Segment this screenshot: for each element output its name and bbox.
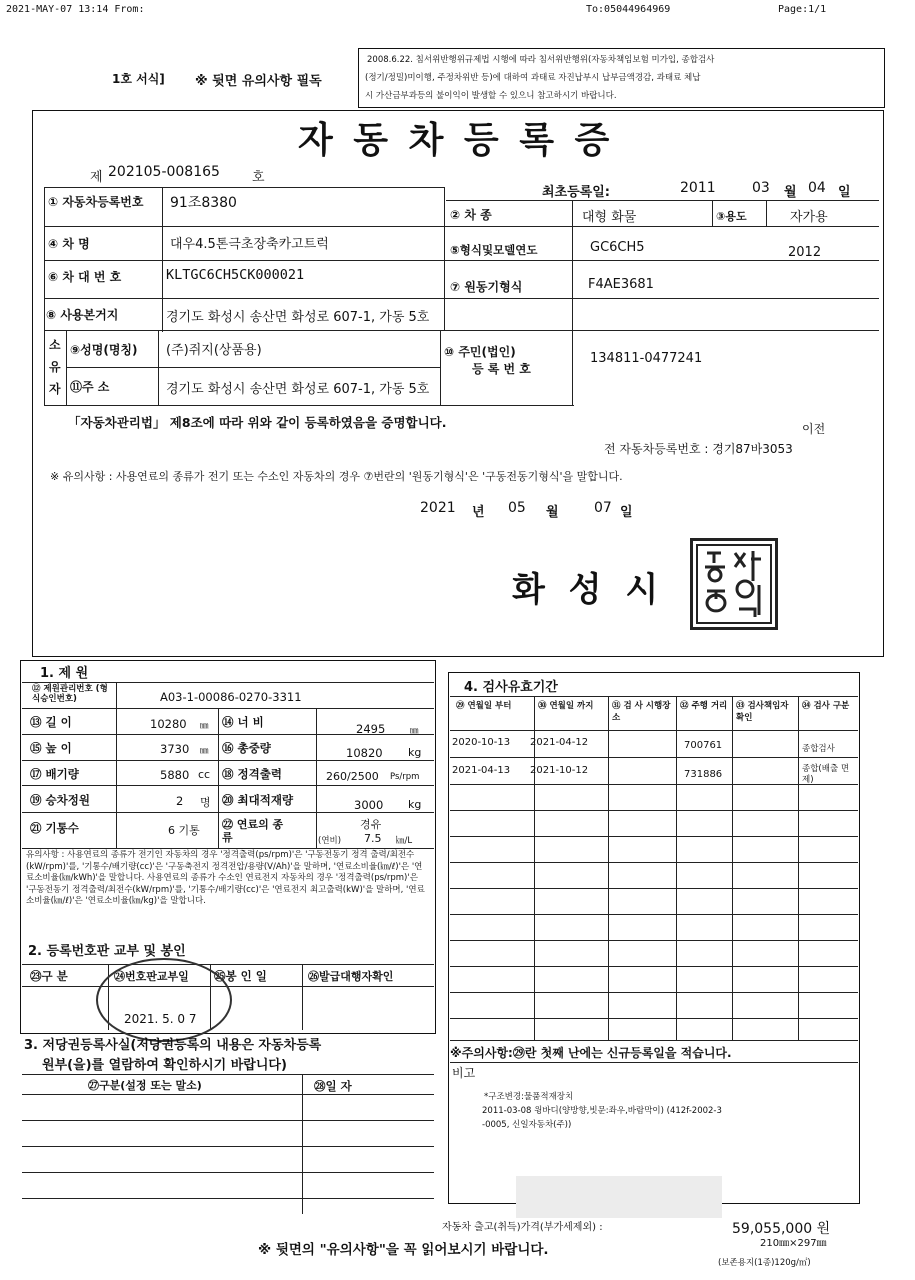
mortgage-title-2: 원부(을)를 열람하여 확인하시기 바랍니다) [42, 1058, 287, 1073]
warning-line-1: 2008.6.22. 침서위반행위규제법 시행에 따라 침서위반행위(자동차책임보험 미가입, 종합검사 [367, 55, 715, 65]
inspection-note: ※주의사항:㉙란 첫째 난에는 신규등록일을 적습니다. [450, 1046, 732, 1060]
inspect-row-1-from: 2020-10-13 [452, 737, 511, 748]
displacement-value: 5880 [160, 768, 190, 782]
inspect-row-2-to: 2021-10-12 [530, 765, 589, 776]
plate-section-title: 2. 등록번호판 교부 및 봉인 [28, 944, 186, 959]
inspect-row-1-distance: 700761 [684, 740, 723, 751]
power-label: ⑱ 정격출력 [222, 767, 282, 781]
vehicle-type-label: ② 차 종 [450, 208, 492, 222]
vehicle-name-label: ④ 차 명 [48, 237, 90, 251]
previous-reg-number: 전 자동차등록번호 : 경기87바3053 [604, 442, 793, 456]
fax-header-to: To:05044964969 [586, 4, 671, 15]
owner-name-value: (주)쥐지(상품용) [166, 343, 262, 358]
issue-year: 2021 [420, 500, 456, 516]
owner-name-label: ⑨성명(명칭) [70, 343, 138, 357]
seats-value: 2 [176, 794, 184, 808]
first-reg-label: 최초등록일: [542, 185, 610, 200]
issuer-name: 화 성 시 [512, 570, 665, 610]
issue-year-unit: 년 [472, 505, 485, 520]
inspect-col-inspector: ㉝ 검사책임자 확인 [736, 701, 789, 723]
first-reg-year: 2011 [680, 180, 716, 196]
plate-issue-date-stamp: 2021. 5. 0 7 [124, 1012, 197, 1026]
first-reg-day-unit: 일 [838, 185, 851, 200]
height-label: ⑮ 높 이 [30, 741, 72, 755]
certification-statement: 「자동차관리법」 제8조에 따라 위와 같이 등록하였음을 증명합니다. [68, 415, 447, 430]
fuel-efficiency-label: (연비) [318, 836, 342, 846]
vehicle-type-value: 대형 화물 [582, 210, 637, 225]
bottom-caution: ※ 뒷면의 "유의사항"을 꼭 읽어보시기 바랍니다. [258, 1242, 549, 1258]
inspect-row-1-kind: 종합검사 [802, 744, 835, 754]
owner-id-value: 134811-0477241 [590, 351, 703, 366]
price-label: 자동차 출고(취득)가격(부가세제외) : [442, 1222, 603, 1233]
plate-col-agent: ㉖발급대행자확인 [308, 970, 394, 983]
cert-number: 202105-008165 [108, 164, 220, 180]
mortgage-col-date: ㉘일 자 [314, 1079, 352, 1093]
warning-line-2: (정기/정밀)미이행, 주정차위반 등)에 대하여 과태료 자진납부시 납부금액경감, 과태료 체납 [365, 73, 701, 83]
cylinders-value: 6 기통 [168, 824, 200, 837]
warning-line-3: 시 가산금부과등의 불이익이 발생할 수 있으니 참고하시기 바랍니다. [365, 91, 617, 101]
owner-addr-value: 경기도 화성시 송산면 화성로 607-1, 가동 5호 [166, 382, 430, 397]
engine-label: ⑦ 원동기형식 [450, 280, 523, 294]
remark-line-3: -0005, 신일자동차(주)) [482, 1120, 572, 1130]
warning-box [358, 48, 885, 108]
official-seal-image [690, 538, 778, 630]
vin-value: KLTGC6CH5CK000021 [166, 267, 305, 283]
model-year-value: 2012 [788, 245, 822, 260]
gross-weight-value: 10820 [346, 746, 383, 760]
fuel-efficiency-unit: ㎞/L [396, 836, 413, 846]
fuel-label: ㉒ 연료의 종류 [222, 818, 284, 844]
inspect-row-1-to: 2021-04-12 [530, 737, 589, 748]
redacted-area [516, 1176, 722, 1218]
mortgage-col-type: ㉗구분(설정 또는 말소) [88, 1079, 202, 1092]
vin-label: ⑥ 차 대 번 호 [48, 270, 122, 284]
use-label: ③용도 [716, 210, 747, 223]
gross-weight-label: ⑯ 총중량 [222, 741, 271, 755]
form-note-label: ※ 뒷면 유의사항 필독 [195, 74, 322, 89]
inspect-row-2-from: 2021-04-13 [452, 765, 511, 776]
issue-day-unit: 일 [620, 505, 633, 520]
fuel-value: 경유 [360, 818, 382, 831]
model-label: ⑤형식및모델연도 [450, 243, 538, 257]
cert-number-suffix: 호 [252, 170, 265, 185]
seats-label: ⑲ 승차정원 [30, 793, 90, 807]
length-unit: ㎜ [200, 721, 209, 731]
fuel-efficiency-value: 7.5 [364, 832, 382, 845]
paper-size: 210㎜×297㎜ [760, 1238, 827, 1249]
height-value: 3730 [160, 742, 190, 756]
power-unit: Ps/rpm [390, 772, 420, 782]
displacement-unit: cc [198, 768, 211, 781]
width-unit: ㎜ [410, 726, 419, 736]
owner-id-label-1: ⑩ 주민(법인) [444, 345, 516, 359]
inspect-row-2-kind: 종합(배출 면제) [802, 764, 850, 785]
length-value: 10280 [150, 717, 187, 731]
plate-col-type: ㉓구 분 [30, 969, 68, 983]
inspect-col-place: ㉛ 검 사 시행장소 [612, 701, 671, 723]
cert-number-prefix: 제 [90, 170, 103, 185]
seats-unit: 명 [200, 796, 211, 809]
issue-day: 07 [594, 500, 612, 516]
price-value: 59,055,000 원 [732, 1221, 831, 1237]
caution-note: ※ 유의사항 : 사용연료의 종류가 전기 또는 수소인 자동차의 경우 ⑦번란의 '원동기형식'은 '구동전동기형식'을 말합니다. [50, 470, 623, 483]
use-value: 자가용 [790, 210, 828, 225]
inspect-col-distance: ㉜ 주행 거리 [680, 701, 728, 711]
mortgage-title: 3. 저당권등록사실(저당권등록의 내용은 자동차등록 [24, 1038, 322, 1053]
seal-icon [693, 541, 775, 627]
width-value: 2495 [356, 722, 386, 736]
engine-value: F4AE3681 [588, 277, 654, 292]
remark-line-2: 2011-03-08 윙바디(양방향,빗문:좌우,바람막이) (412f-2002-3 [482, 1106, 722, 1116]
inspect-col-to: ㉚ 연월일 까지 [538, 701, 594, 711]
owner-side-label: 소 유 자 [49, 338, 61, 396]
vehicle-name-value: 대우4.5톤극초장축카고트럭 [170, 237, 329, 252]
remarks-label: 비고 [452, 1066, 476, 1080]
first-reg-month: 03 [752, 180, 770, 196]
owner-addr-label: ⑪주 소 [70, 380, 110, 394]
mgmt-no-value: A03-1-00086-0270-3311 [160, 690, 302, 704]
spec-title: 1. 제 원 [40, 666, 89, 681]
length-label: ⑬ 길 이 [30, 715, 72, 729]
reg-no-value: 91조8380 [170, 195, 237, 211]
model-value: GC6CH5 [590, 240, 645, 255]
inspect-row-2-distance: 731886 [684, 769, 723, 780]
base-value: 경기도 화성시 송산면 화성로 607-1, 가동 5호 [166, 310, 430, 325]
spec-caution-note: 유의사항 : 사용연료의 종류가 전기인 자동차의 경우 '정격출력(ps/rpm)'은 '구동전동기 정격 출력/최전수(kW/rpm)'를, '기통수/배기량(cc)'은 '구동축전지 정격전압/용량(V/Ah)'을 말하며, '연료소비율(㎞/ℓ)'은 '연료소비율(㎞/kWh)'을 말합니다. 사용연료의 종류가 수소인 연료전지 자동차의 경우 '정격출력(ps/rpm)'은 '구동전동기 정격출력/최전수(kW/rpm)'를, '기통수/배기량(cc)'은 '연료전지 최고출력(kW)'을 말하며, '연료소비율(㎞/ℓ)'은 '연료소비율(㎞/kg)'을 말합니다. [26, 850, 425, 906]
fax-header-page: Page:1/1 [778, 4, 827, 15]
paper-type: (보존용지(1종)120g/㎡) [718, 1258, 811, 1268]
inspection-title: 4. 검사유효기간 [464, 680, 558, 695]
certificate-title: 자 동 차 등 록 증 [298, 119, 614, 161]
remark-line-1: *구조변경:물품적재장치 [484, 1092, 574, 1102]
displacement-label: ⑰ 배기량 [30, 767, 79, 781]
inspect-col-from: ㉙ 연월일 부터 [456, 701, 512, 711]
max-load-value: 3000 [354, 798, 384, 812]
first-reg-day: 04 [808, 180, 826, 196]
height-unit: ㎜ [200, 746, 209, 756]
cylinders-label: ㉑ 기통수 [30, 821, 79, 835]
owner-id-label-2: 등 록 번 호 [472, 362, 531, 376]
width-label: ⑭ 너 비 [222, 715, 264, 729]
first-reg-month-unit: 월 [784, 185, 797, 200]
max-load-unit: kg [408, 798, 422, 811]
date-stamp-circle [96, 958, 232, 1042]
max-load-label: ⑳ 최대적재량 [222, 793, 294, 807]
power-value: 260/2500 [326, 770, 379, 783]
form-number: 1호 서식] [112, 72, 165, 86]
fax-header-left: 2021-MAY-07 13:14 From: [6, 4, 145, 15]
mgmt-no-label: ⑫ 제원관리번호 (형식승인번호) [32, 684, 108, 704]
plate-col-seal-date: ㉕봉 인 일 [214, 969, 267, 983]
issue-month-unit: 월 [546, 505, 559, 520]
transfer-label: 이전 [802, 422, 826, 436]
reg-no-label: ① 자동차등록번호 [48, 195, 144, 209]
base-label: ⑧ 사용본거지 [46, 308, 119, 322]
gross-weight-unit: kg [408, 746, 422, 759]
issue-month: 05 [508, 500, 526, 516]
inspect-col-kind: ㉞ 검사 구분 [802, 701, 850, 711]
plate-col-issue-date: ㉔번호판교부일 [114, 970, 189, 983]
